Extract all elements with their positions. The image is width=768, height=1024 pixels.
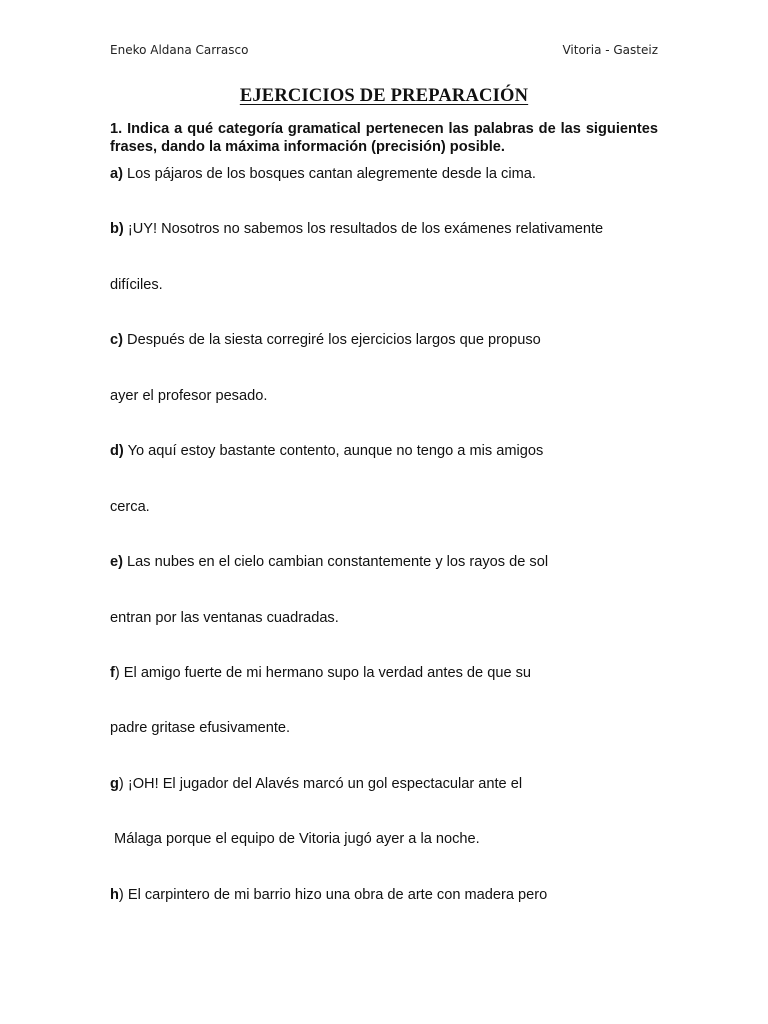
sentence-b-line-1 [110, 220, 603, 238]
sentence-g-line-2: Málaga porque el equipo de Vitoria jugó ayer a la noche. [110, 831, 480, 847]
sentence-c-text: Después de la siesta corregiré los ejercicios largos que propuso [122, 332, 541, 348]
sentence-c-marker: c) [110, 332, 123, 348]
sentence-f-text: ) El amigo fuerte de mi hermano supo la verdad antes de que su [114, 665, 532, 681]
header-location: Vitoria - Gasteiz [562, 43, 658, 57]
sentence-h-line-1 [110, 886, 547, 904]
sentence-g-text: ) ¡OH! El jugador del Alavés marcó un gol espectacular ante el [118, 776, 523, 792]
sentence-d-marker: d) [110, 443, 124, 459]
sentence-d-line-1 [110, 442, 543, 460]
sentence-b-text: ¡UY! Nosotros no sabemos los resultados de los exámenes relativamente [123, 221, 604, 237]
sentence-e-line-1 [110, 553, 548, 571]
sentence-b-line-2: difíciles. [110, 277, 163, 293]
sentence-c-line-2: ayer el profesor pesado. [110, 388, 268, 404]
sentence-f-line-1 [110, 664, 531, 682]
sentence-c-line-1 [110, 331, 541, 349]
sentence-f-line-2: padre gritase efusivamente. [110, 720, 291, 736]
sentence-d-text: Yo aquí estoy bastante contento, aunque no tengo a mis amigos [123, 443, 544, 459]
sentence-b-marker: b) [110, 221, 124, 237]
sentence-h-text: ) El carpintero de mi barrio hizo una obra de arte con madera pero [118, 887, 548, 903]
sentence-e-line-2: entran por las ventanas cuadradas. [110, 610, 339, 626]
sentence-g-marker: g [110, 776, 119, 792]
sentence-e-marker: e) [110, 554, 123, 570]
header-author: Eneko Aldana Carrasco [110, 43, 249, 57]
sentence-g-line-1 [110, 775, 522, 793]
sentence-a-marker: a) [110, 166, 123, 182]
sentence-a-text: Los pájaros de los bosques cantan alegremente desde la cima. [122, 166, 536, 182]
sentence-d-line-2: cerca. [110, 499, 150, 515]
sentence-h-marker: h [110, 887, 119, 903]
page-title [0, 86, 768, 107]
page-header [110, 43, 658, 61]
page-title-text: EJERCICIOS DE PREPARACIÓN [239, 86, 529, 106]
exercise-instruction: 1. Indica a qué categoría gramatical pertenecen las palabras de las siguientes frases, dando la máxima información (precisión) posible. [110, 121, 658, 155]
sentence-a-line-1 [110, 165, 536, 183]
sentence-f-marker: f [110, 665, 115, 681]
sentence-e-text: Las nubes en el cielo cambian constantemente y los rayos de sol [122, 554, 549, 570]
